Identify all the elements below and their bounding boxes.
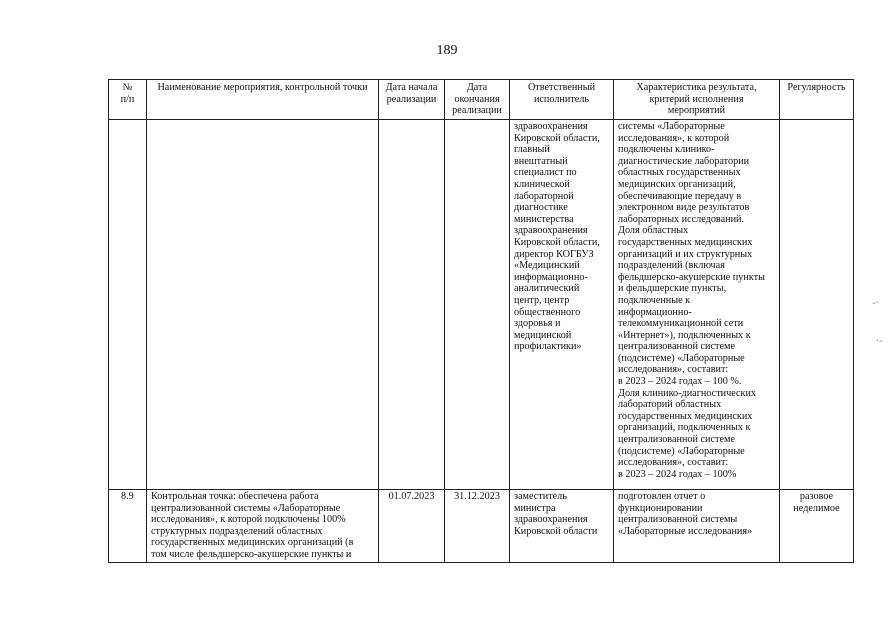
cont-name-cell — [147, 120, 379, 490]
page-number: 189 — [436, 43, 458, 58]
header-name: Наименование мероприятия, контрольной точки — [147, 80, 379, 120]
row-result-cell: подготовлен отчет о функционировании централизованной системы «Лабораторные исследования» — [614, 490, 780, 563]
header-regularity: Регулярность — [780, 80, 854, 120]
row-regularity-cell: разовое неделимое — [780, 490, 854, 563]
header-result: Характеристика результата, критерий исполнения мероприятий — [614, 80, 780, 120]
row-end-date-cell: 31.12.2023 — [445, 490, 510, 563]
header-start-date: Дата начала реализации — [379, 80, 445, 120]
cont-num-cell — [109, 120, 147, 490]
cont-result-cell: системы «Лабораторные исследования», к которой подключены клинико- диагностические лаборатории областных государственных медицинских организаций, обеспечивающие передачу в электронном виде результатов лабораторных исследований. Доля областных государственных медицинских организаций и их структурных подразделений (включая фельдшерско-акушерские пункты и фельдшерские пункты, подключенные к информационно- телекоммуникационной сети «Интернет»), подключенных к централизованной системе (подсистеме) «Лабораторные исследования», составит: в 2023 – 2024 годах – 100 %. Доля клинико-диагностических лабораторий областных государственных медицинских организаций, подключенных к централизованной системе (подсистеме) «Лабораторные исследования», составит: в 2023 – 2024 годах – 100% — [614, 120, 780, 490]
table-row-8-9 — [109, 490, 854, 563]
header-num: № п/п — [109, 80, 147, 120]
row-num-cell: 8.9 — [109, 490, 147, 563]
header-responsible: Ответственный исполнитель — [510, 80, 614, 120]
cont-end-cell — [445, 120, 510, 490]
cont-responsible-cell: здравоохранения Кировской области, главный внештатный специалист по клинической лабораторной диагностике министерства здравоохранения Кировской области, директор КОГБУЗ «Медицинский информационно- аналитический центр, центр общественного здоровья и медицинской профилактики» — [510, 120, 614, 490]
row-start-date-cell: 01.07.2023 — [379, 490, 445, 563]
scan-mark: -· — [872, 298, 879, 309]
cont-regularity-cell — [780, 120, 854, 490]
scan-mark: ·- — [876, 336, 883, 347]
table-row-continuation — [109, 120, 854, 490]
row-name-cell: Контрольная точка: обеспечена работа централизованной системы «Лабораторные исследования», к которой подключены 100% структурных подразделений областных государственных медицинских организаций (в том числе фельдшерско-акушерские пункты и — [147, 490, 379, 563]
header-end-date: Дата окончания реализации — [445, 80, 510, 120]
table-header-row — [109, 80, 854, 120]
cont-start-cell — [379, 120, 445, 490]
measures-table — [108, 79, 854, 563]
row-responsible-cell: заместитель министра здравоохранения Кировской области — [510, 490, 614, 563]
